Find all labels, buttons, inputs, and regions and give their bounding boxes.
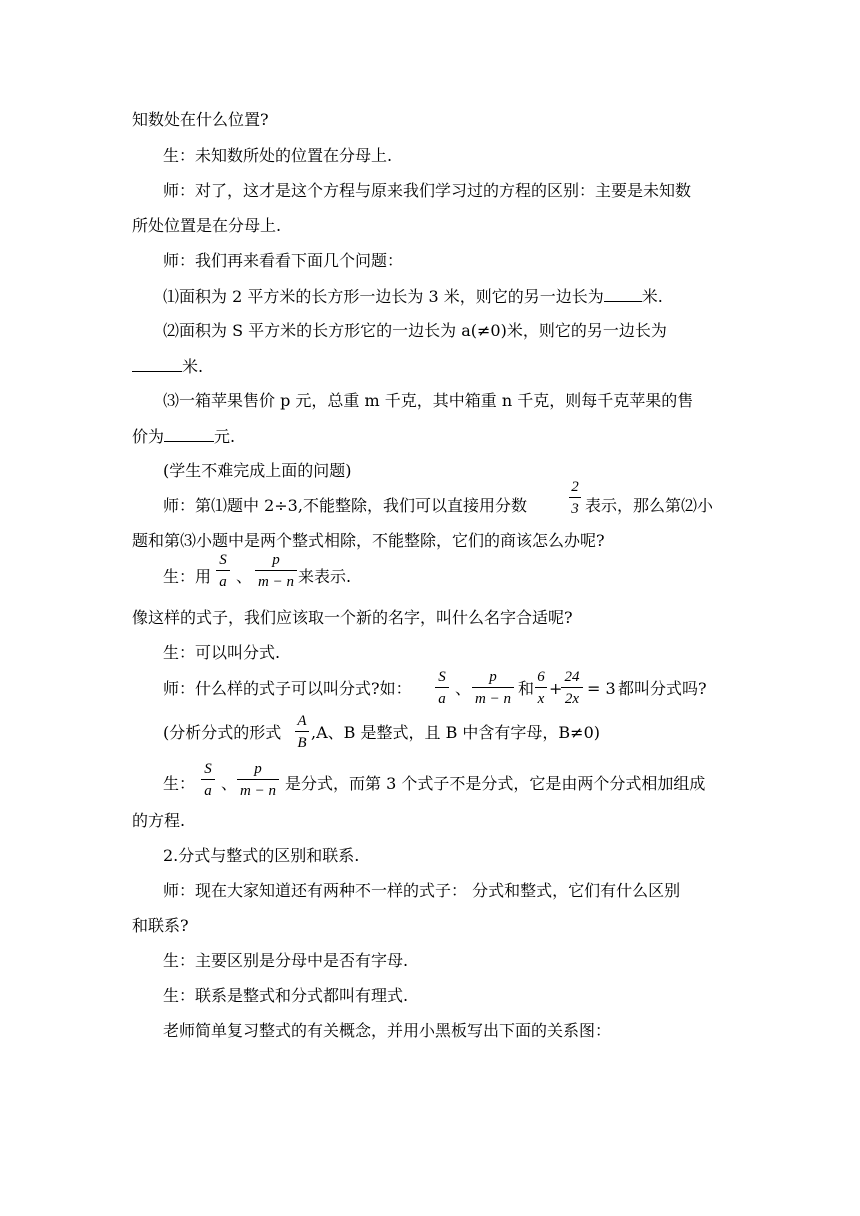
fraction-s-over-a: S a (435, 668, 449, 708)
question-2-continuation (132, 356, 203, 377)
paragraph-line: 的方程. (132, 811, 186, 830)
plus-sign: + (549, 679, 563, 698)
unit-text: 米. (182, 357, 204, 376)
fraction-a-over-b: A B (295, 712, 309, 752)
paragraph-line: 生：联系是整式和分式都叫有理式. (163, 986, 409, 1005)
fraction-p-over-m-minus-n: p m − n (255, 551, 297, 591)
separator: 、 (221, 774, 238, 793)
question-2-line: ⑵面积为 S 平方米的长方形它的一边长为 a(≠0)米，则它的另一边长为 (163, 321, 667, 340)
fraction-six-over-x: 6 x (535, 668, 547, 708)
paragraph-line: 和联系? (132, 916, 189, 935)
paragraph-line: 知数处在什么位置? (132, 110, 269, 129)
unit-text: 米. (641, 287, 663, 306)
separator: 、 (455, 679, 472, 698)
equals-three: = 3 (587, 679, 616, 698)
answer-blank (164, 426, 214, 442)
paragraph-line: 师：第⑴题中 2÷3,不能整除，我们可以直接用分数 (163, 496, 527, 515)
conjunction: 和 (518, 679, 535, 698)
paragraph-line: 师：我们再来看看下面几个问题： (163, 251, 404, 270)
fraction-p-over-m-minus-n: p m − n (472, 668, 514, 708)
fraction-24-over-2x: 24 2x (561, 668, 583, 708)
section-heading: 2.分式与整式的区别和联系. (163, 846, 360, 865)
question-3-continuation (132, 426, 235, 447)
paragraph-line: 师：现在大家知道还有两种不一样的式子： 分式和整式，它们有什么区别 (163, 881, 681, 900)
fraction-two-thirds: 2 3 (569, 478, 581, 518)
separator: 、 (236, 567, 253, 586)
paragraph-line: (学生不难完成上面的问题) (163, 461, 352, 480)
question-1-text: ⑴面积为 2 平方米的长方形一边长为 3 米，则它的另一边长为 (163, 287, 604, 306)
answer-blank (604, 286, 642, 302)
paragraph-line: 生：用 (163, 567, 212, 586)
question-3-text: 价为 (132, 427, 165, 446)
paragraph-line: 生：可以叫分式. (163, 643, 281, 662)
answer-blank (132, 356, 182, 372)
fraction-s-over-a: S a (201, 760, 215, 800)
paragraph-line: (分析分式的形式 (163, 723, 282, 742)
paragraph-line: 像这样的式子，我们应该取一个新的名字，叫什么名字合适呢? (132, 608, 573, 627)
paragraph-line: 生：未知数所处的位置在分母上. (163, 146, 393, 165)
paragraph-line: 都叫分式吗? (618, 679, 707, 698)
paragraph-line: 老师简单复习整式的有关概念，并用小黑板写出下面的关系图： (163, 1021, 612, 1040)
paragraph-line: 来表示. (298, 567, 352, 586)
question-1-line (163, 286, 663, 307)
fraction-p-over-m-minus-n: p m − n (237, 760, 279, 800)
paragraph-line: 题和第⑶小题中是两个整式相除，不能整除，它们的商该怎么办呢? (132, 531, 605, 550)
unit-text: 元. (214, 427, 236, 446)
fraction-s-over-a: S a (216, 551, 230, 591)
paragraph-line: 所处位置是在分母上. (132, 216, 282, 235)
paragraph-line: 是分式，而第 3 个式子不是分式，它是由两个分式相加组成 (285, 774, 706, 793)
paragraph-line: ,A、B 是整式，且 B 中含有字母，B≠0) (311, 723, 601, 742)
paragraph-line: 生： (163, 774, 196, 793)
paragraph-line: 师：什么样的式子可以叫分式?如： (163, 679, 412, 698)
question-3-line: ⑶一箱苹果售价 p 元，总重 m 千克，其中箱重 n 千克，则每千克苹果的售 (163, 391, 694, 410)
paragraph-line: 生：主要区别是分母中是否有字母. (163, 951, 409, 970)
paragraph-line: 表示，那么第⑵小 (585, 496, 714, 515)
paragraph-line: 师：对了，这才是这个方程与原来我们学习过的方程的区别：主要是未知数 (163, 181, 692, 200)
